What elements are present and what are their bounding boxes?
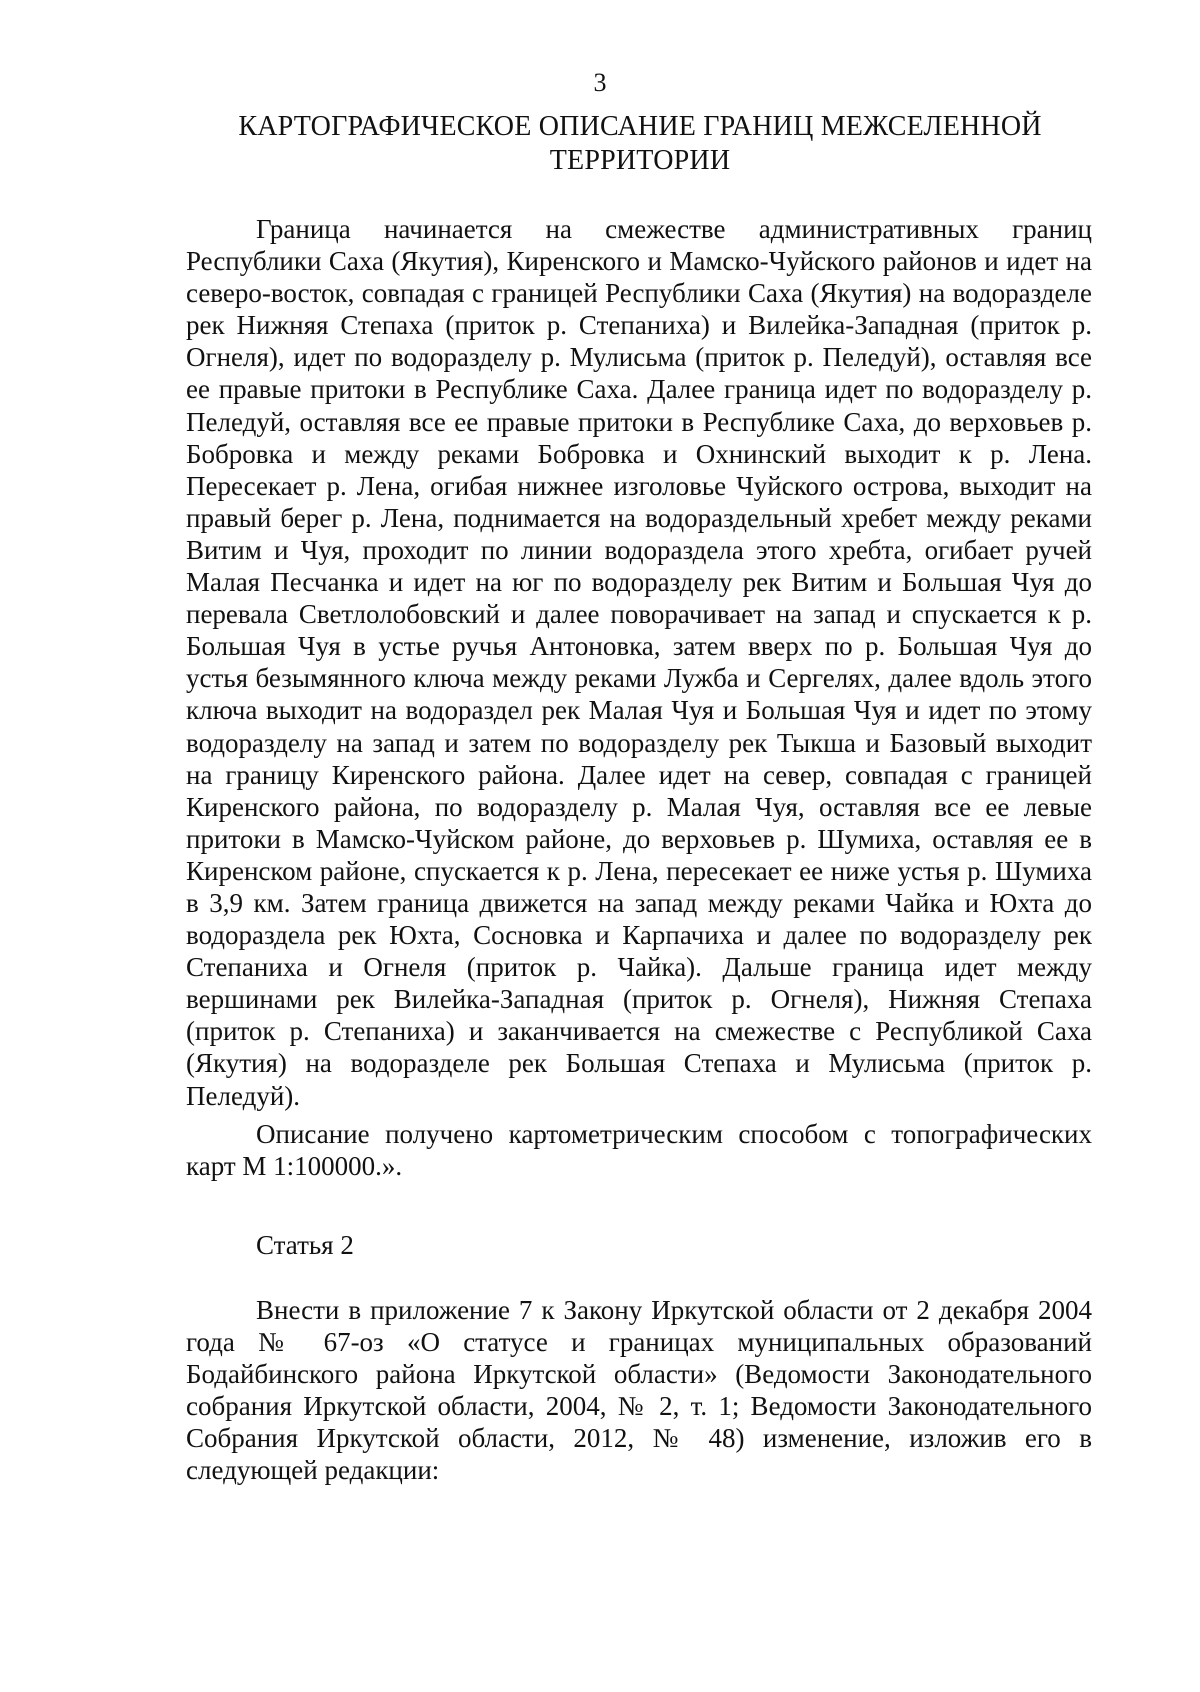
title-line-1: КАРТОГРАФИЧЕСКОЕ ОПИСАНИЕ ГРАНИЦ МЕЖСЕЛЕННОЙ xyxy=(238,111,1042,142)
document-title xyxy=(190,110,1090,178)
description-method-paragraph: Описание получено картометрическим способом с топографических карт М 1:100000.». xyxy=(186,1119,1092,1182)
title-line-2: ТЕРРИТОРИИ xyxy=(549,145,731,176)
article-heading: Статья 2 xyxy=(256,1230,354,1260)
boundary-description-paragraph: Граница начинается на смежестве административных границ Республики Саха (Якутия), Киренского и Мамско-Чуйского районов и идет на северо-восток, совпадая с границей Республики Саха (Якутия) на водоразделе рек Нижняя Степаха (приток р. Степаниха) и Вилейка-Западная (приток р. Огнеля), идет по водоразделу р. Мулисьма (приток р. Пеледуй), оставляя все ее правые притоки в Республике Саха. Далее граница идет по водоразделу р. Пеледуй, оставляя все ее правые притоки в Республике Саха, до верховьев р. Бобровка и между реками Бобровка и Охнинский выходит к р. Лена. Пересекает р. Лена, огибая нижнее изголовье Чуйского острова, выходит на правый берег р. Лена, поднимается на водораздельный хребет между реками Витим и Чуя, проходит по линии водораздела этого хребта, огибает ручей Малая Песчанка и идет на юг по водоразделу рек Витим и Большая Чуя до перевала Светлолобовский и далее поворачивает на запад и спускается к р. Большая Чуя в устье ручья Антоновка, затем вверх по р. Большая Чуя до устья безымянного ключа между реками Лужба и Сергелях, далее вдоль этого ключа выходит на водораздел рек Малая Чуя и Большая Чуя и идет по этому водоразделу на запад и затем по водоразделу рек Тыкша и Базовый выходит на границу Киренского района. Далее идет на север, совпадая с границей Киренского района, по водоразделу р. Малая Чуя, оставляя все ее левые притоки в Мамско-Чуйском районе, до верховьев р. Шумиха, оставляя ее в Киренском районе, спускается к р. Лена, пересекает ее ниже устья р. Шумиха в 3,9 км. Затем граница движется на запад между реками Чайка и Юхта до водораздела рек Юхта, Сосновка и Карпачиха и далее по водоразделу рек Степаниха и Огнеля (приток р. Чайка). Дальше граница идет между вершинами рек Вилейка-Западная (приток р. Огнеля), Нижняя Степаха (приток р. Степаниха) и заканчивается на смежестве с Республикой Саха (Якутия) на водоразделе рек Большая Степаха и Мулисьма (приток р. Пеледуй). xyxy=(186,214,1092,1111)
page-number: 3 xyxy=(593,68,607,97)
amendment-paragraph: Внести в приложение 7 к Закону Иркутской области от 2 декабря 2004 года № 67-оз «О статусе и границах муниципальных образований Бодайбинского района Иркутской области» (Ведомости Законодательного собрания Иркутской области, 2004, № 2, т. 1; Ведомости Законодательного Собрания Иркутской области, 2012, № 48) изменение, изложив его в следующей редакции: xyxy=(186,1295,1092,1486)
